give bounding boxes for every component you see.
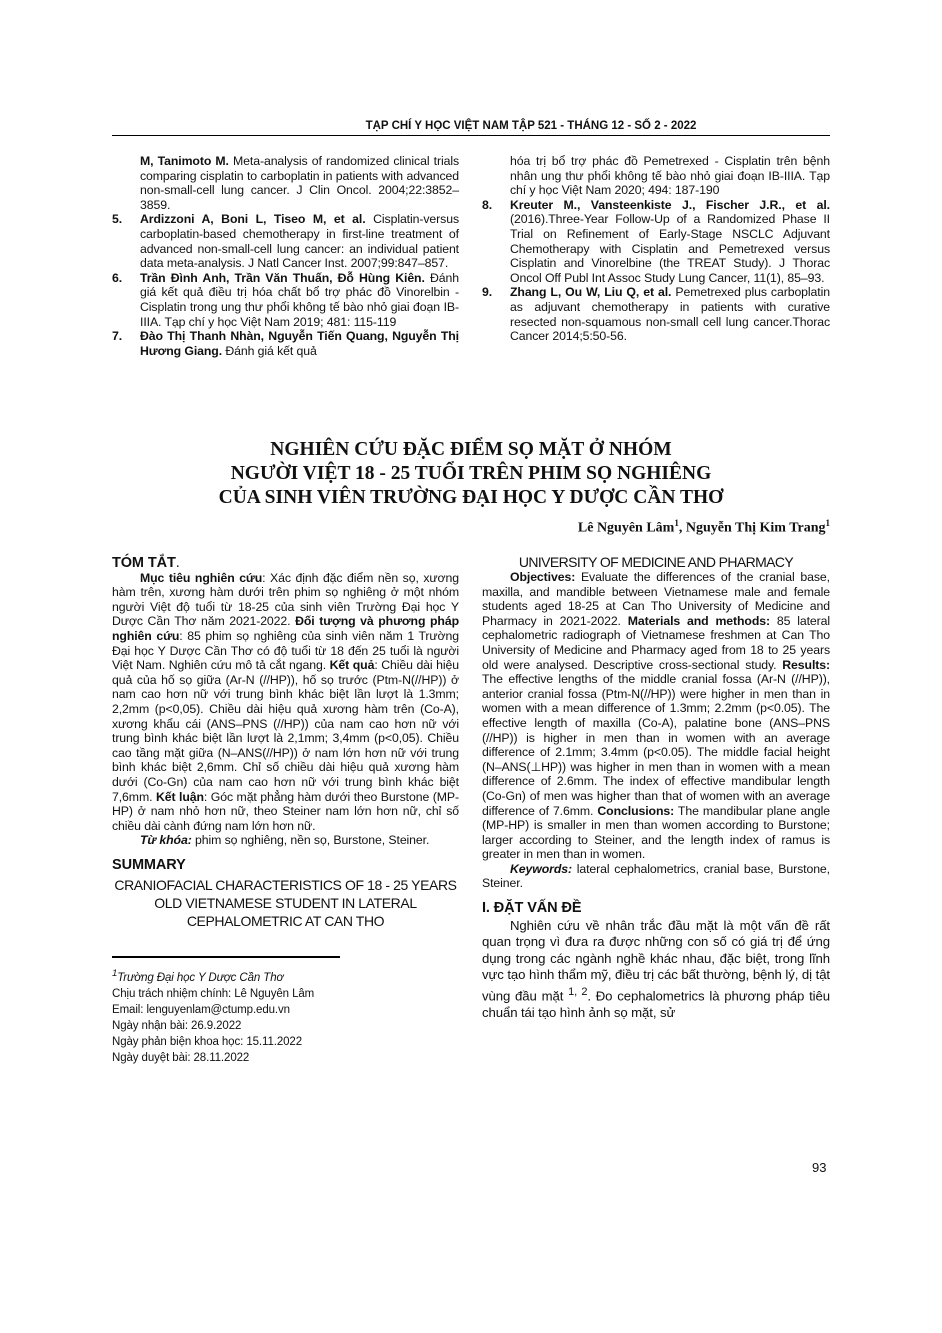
- label-results: Results:: [782, 657, 830, 672]
- text: 85 lateral cephalometric radiograph of Vietnamese freshmen at Can Tho University of Medicine and Pharmacy aged from 18 to 25 years old were analysed. Descriptive cross-sectional study.: [482, 613, 830, 672]
- text: The mandibular plane angle (MP-HP) is smaller in men than women according to Burstone; larger according to Steiner, and the length index of ramus is greater in men than in women.: [482, 803, 830, 862]
- text: Nghiên cứu về nhân trắc đầu mặt là một vấn đề rất quan trọng vì đưa ra được những con số có giá trị để ứng dụng trong các ngành nghề khác nhau, đặc biệt, trong lĩnh vực tạo hình thẩm mỹ, điều trị các bất thường, bệnh lý, dị tật vùng đầu mặt: [482, 917, 830, 1004]
- reference-number: 8.: [482, 197, 493, 212]
- reference-text: Meta-analysis of randomized clinical trials comparing cisplatin to carboplatin in patients with advanced non-small-cell lung cancer. J Clin Oncol. 2004;22:3852–3859.: [140, 154, 459, 212]
- date-reviewed: Ngày phản biện khoa học: 15.11.2022: [112, 1036, 303, 1049]
- reference-number: 9.: [482, 285, 493, 300]
- citation: 1, 2: [568, 986, 588, 999]
- title-line: NGƯỜI VIỆT 18 - 25 TUỔI TRÊN PHIM SỌ NGHIÊNG: [230, 463, 712, 484]
- date-approved: Ngày duyệt bài: 28.11.2022: [112, 1052, 250, 1065]
- date-received: Ngày nhận bài: 26.9.2022: [112, 1020, 242, 1033]
- email: Email: lenguyenlam@ctump.edu.vn: [112, 1004, 290, 1017]
- label-methods: Đối tượng và phương pháp nghiên cứu: [112, 614, 459, 643]
- reference-item: [482, 198, 830, 286]
- keywords-label: Keywords:: [510, 861, 572, 876]
- reference-item: [112, 154, 459, 212]
- intro-paragraph: [482, 918, 830, 1022]
- author-name: Nguyễn Thị Kim Trang: [685, 520, 826, 536]
- text: : Xác định đặc điểm nền sọ, xương hàm trên, xương hàm dưới trên phim sọ nghiêng ở một nhóm người Việt độ tuổi từ 18-25 của sinh viên Trường Đại học Y Dược Cần Thơ năm 2021-2022.: [112, 570, 459, 629]
- reference-item: [482, 154, 830, 198]
- reference-item: [482, 285, 830, 343]
- keywords: [112, 833, 459, 848]
- references-left: [112, 154, 459, 358]
- text: . Đo cephalometrics là phương pháp tiêu chuẩn tái tạo hình ảnh sọ mặt, sử: [482, 988, 830, 1021]
- keywords-label: Từ khóa:: [140, 833, 192, 848]
- reference-text: Cisplatin-versus carboplatin-based chemotherapy in first-line treatment of advanced non-small-cell lung cancer: an individual patient data meta-analysis. J Natl Cancer Inst. 2007;99:847–857.: [140, 212, 459, 271]
- keywords-text: phim sọ nghiêng, nền sọ, Burstone, Steiner.: [191, 833, 430, 848]
- responsible-author: Chịu trách nhiệm chính: Lê Nguyên Lâm: [112, 988, 315, 1001]
- summary-title: CRANIOFACIAL CHARACTERISTICS OF 18 - 25 YEARS OLD VIETNAMESE STUDENT IN LATERAL CEPHALOMETRIC AT CAN THO: [114, 877, 457, 930]
- reference-item: [112, 271, 459, 329]
- references-right: [482, 154, 830, 344]
- reference-text: Đánh giá kết quả: [222, 343, 317, 358]
- authors: [578, 518, 830, 537]
- footnote-divider: [112, 956, 340, 958]
- summary-english: [482, 554, 830, 1022]
- label-objectives: Mục tiêu nghiên cứu: [140, 570, 263, 585]
- article-title: [112, 438, 830, 510]
- text: Evaluate the differences of the cranial base, maxilla, and mandible between Vietnamese male and female students aged 18-25 at Can Tho University of Medicine and Pharmacy in 2021-2022.: [482, 570, 830, 628]
- running-header: [112, 120, 830, 136]
- label-conclusions: Kết luận: [155, 789, 204, 804]
- label-results: Kết quả: [329, 658, 375, 673]
- summary-title-continued: UNIVERSITY OF MEDICINE AND PHARMACY: [518, 554, 794, 570]
- separator: ,: [678, 520, 686, 536]
- reference-text: hóa trị bổ trợ phác đồ Pemetrexed - Cisplatin trên bệnh nhân ung thư phổi không tế bào nhỏ giai đoạn IB-IIIA. Tạp chí y học Việt Nam 2020; 494: 187-190: [510, 154, 830, 198]
- label-objectives: Objectives:: [510, 570, 576, 584]
- affiliation-mark: 1: [674, 518, 679, 528]
- abstract-vietnamese: [112, 556, 459, 1066]
- text: : Góc mặt phẳng hàm dưới theo Burstone (MP-HP) ở nam nhỏ hơn nữ, theo Steiner nam lớn hơn nữ, chỉ số chiều dài cành đứng nam lớn hơn nữ.: [112, 789, 459, 833]
- title-line: CỦA SINH VIÊN TRƯỜNG ĐẠI HỌC Y DƯỢC CẦN THƠ: [218, 487, 724, 508]
- abstract-paragraph: [112, 571, 459, 834]
- text: : Chiều dài hiệu quả của hố sọ giữa (Ar-N (//HP)), hố sọ trước (Ptm-N(//HP)) ở nam cao hơn nữ với trung bình khác biệt lần lượt là 1.3mm; 2,2mm (p<0,05). Chiều dài hiệu quả xương hàm trên (Co-A), xương khẩu cái (ANS–PNS (//HP)) của nam cao hơn nữ với trung bình khác biệt lần lượt là 2,1mm; 3,4mm (p<0,05). Chiều cao tầng mặt giữa (N–ANS(//HP)) ở nam lớn hơn nữ với trung bình khác biệt 2,6mm. Chỉ số chiều dài hiệu quả xương hàm dưới (Co-Gn) của nam cao hơn nữ với trung bình khác biệt 7,6mm.: [112, 658, 459, 804]
- reference-number: 7.: [112, 329, 123, 344]
- text: : 85 phim sọ nghiêng của sinh viên năm 1 Trường Đại học Y Dược Cần Thơ có độ tuổi từ 18 đến 25 tuổi là người Việt Nam. Nghiên cứu mô tả cắt ngang.: [112, 628, 459, 673]
- heading-text: TÓM TẮT: [112, 555, 176, 571]
- reference-authors: Ardizzoni A, Boni L, Tiseo M, et al.: [140, 212, 366, 227]
- author-name: Lê Nguyên Lâm: [577, 520, 675, 536]
- reference-number: 6.: [112, 270, 123, 285]
- title-line: NGHIÊN CỨU ĐẶC ĐIỂM SỌ MẶT Ở NHÓM: [270, 439, 672, 460]
- journal-header: TẠP CHÍ Y HỌC VIỆT NAM TẬP 521 - THÁNG 12 - SỐ 2 - 2022: [365, 120, 697, 132]
- reference-item: [112, 329, 459, 358]
- reference-authors: M, Tanimoto M.: [140, 154, 229, 168]
- reference-text: (2016).Three-Year Follow-Up of a Randomized Phase II Trial on Refinement of Early-Stage NSCLC Adjuvant Chemotherapy with Cisplatin and Pemetrexed versus Cisplatin and Vinorelbine (the TREAT Study). J Thorac Oncol Off Publ Int Assoc Study Lung Cancer, 11(1), 85–93.: [510, 212, 830, 285]
- reference-text: Đánh giá kết quả điều trị hóa chất bổ trợ phác đồ Vinorelbin - Cisplatin trong ung thư phổi không tế bào nhỏ giai đoạn IB-IIIA. Tạp chí y học Việt Nam 2019; 481: 115-119: [140, 270, 459, 329]
- summary-heading: SUMMARY: [112, 856, 186, 873]
- affiliation-mark: 1: [825, 518, 830, 528]
- reference-authors: Zhang L, Ou W, Liu Q, et al.: [510, 285, 672, 300]
- reference-text: Pemetrexed plus carboplatin as adjuvant chemotherapy in patients with curative resected non-squamous non-small cell lung cancer.Thorac Cancer 2014;5:50-56.: [510, 285, 830, 344]
- abstract-heading: [112, 556, 459, 571]
- keywords-text: lateral cephalometrics, cranial base, Burstone, Steiner.: [482, 861, 830, 891]
- reference-authors: Đào Thị Thanh Nhàn, Nguyễn Tiến Quang, Nguyễn Thị Hương Giang.: [140, 329, 459, 358]
- text: The effective lengths of the middle cranial fossa (Ar-N (//HP)), anterior cranial fossa (Ptm-N(//HP)) were higher in men than in women with a mean difference of 1.3mm; 2.2mm (p<0.05). The effective length of maxilla (Co-A), palatine bone (ANS–PNS (//HP)) is higher in men than in women with an average difference of 2.1mm; 3.4mm (p<0.05). The middle facial height (N–ANS(⊥HP)) was higher in men than in women with a mean difference of 2.6mm. The index of effective mandibular length (Co-Gn) of men was higher than that of women with an average difference of 7.6mm.: [482, 672, 830, 818]
- intro-heading: I. ĐẶT VẤN ĐỀ: [482, 900, 582, 917]
- footnotes: [112, 966, 459, 1066]
- reference-number: 5.: [112, 212, 123, 227]
- affiliation: Trường Đại học Y Dược Cần Thơ: [117, 972, 284, 985]
- affiliation-mark: 1: [112, 968, 118, 980]
- reference-authors: Kreuter M., Vansteenkiste J., Fischer J.R., et al.: [510, 197, 830, 212]
- heading-dot: .: [175, 555, 180, 571]
- label-methods: Materials and methods:: [627, 613, 770, 628]
- keywords: [482, 862, 830, 891]
- label-conclusions: Conclusions:: [597, 803, 675, 818]
- reference-authors: Trần Đình Anh, Trần Văn Thuấn, Đỗ Hùng Kiên.: [140, 270, 425, 285]
- reference-item: [112, 212, 459, 270]
- page-number: 93: [812, 1160, 827, 1175]
- summary-paragraph: [482, 570, 830, 862]
